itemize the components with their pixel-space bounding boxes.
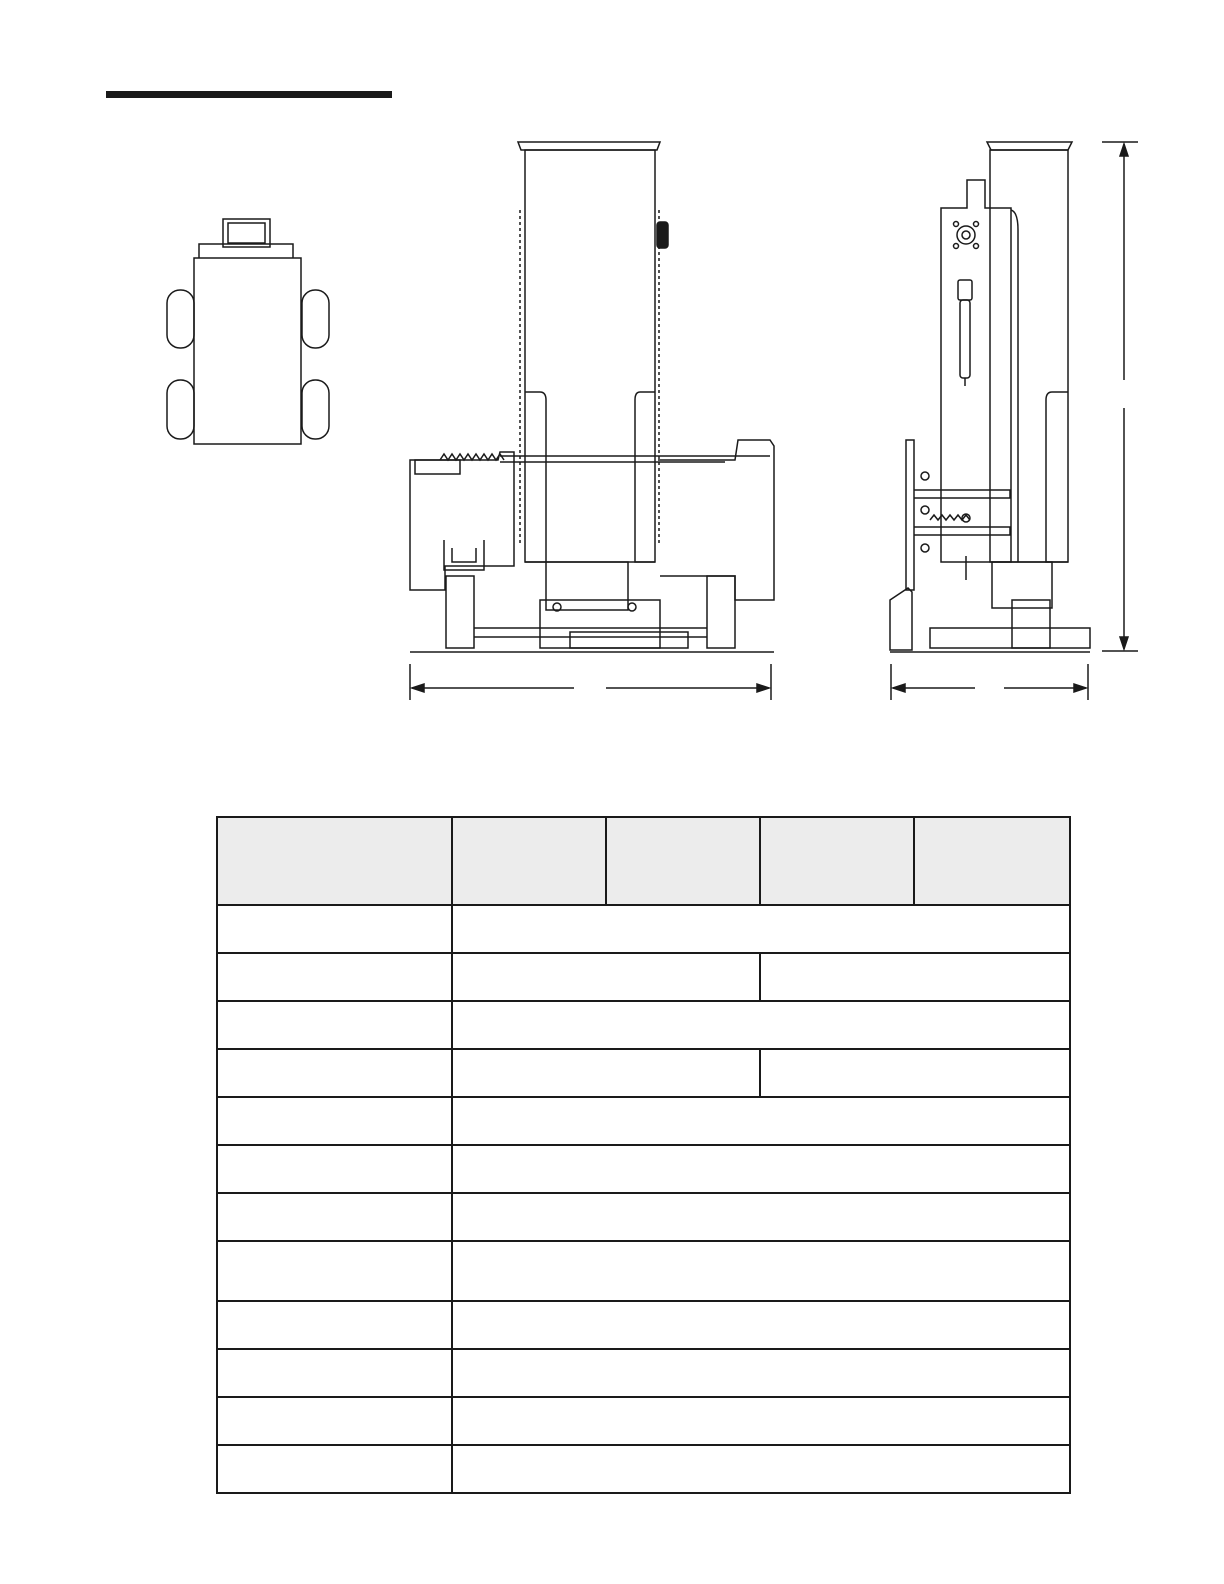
side-view-bolt-2 [974,222,979,227]
top-view-wheel-rear-left [167,380,194,439]
side-view-drive-unit [930,628,1090,648]
spec-row-label [217,905,452,953]
side-view-bolt-4 [974,244,979,249]
side-view-dim-arrow-left [893,684,905,692]
front-view-sleeve-right [635,392,655,562]
side-view-pin-1 [921,472,929,480]
front-view-dim-arrow-left [412,684,424,692]
top-view-head-plate [199,244,293,258]
side-view-front-bracket [906,440,914,590]
side-view-gas-spring-body [960,300,970,378]
spec-row-value [452,905,1070,953]
spec-row-value [452,1001,1070,1049]
top-view-wheel-front-right [302,290,329,348]
spec-row-label [217,1145,452,1193]
spec-row-label [217,1349,452,1397]
spec-row-value [452,1193,1070,1241]
spec-row-value [452,1049,760,1097]
spec-row-value [760,1049,1070,1097]
spec-row-label [217,1001,452,1049]
side-view-step-plate [890,588,912,650]
height-dim-arrow-top [1120,144,1128,156]
front-view-sleeve-left [525,392,546,562]
spec-table [216,816,1071,1494]
front-view-base-slot [415,460,460,474]
side-view-fork-upper [914,490,1010,498]
front-view-top-cap [518,142,660,150]
spec-header-model-cell [606,817,760,905]
top-view-body [194,258,301,444]
spec-table-row [217,1349,1070,1397]
front-view-foot-right [707,576,735,648]
spec-row-value [452,1301,1070,1349]
top-view-drawing [167,219,329,444]
side-view-mounting-plate [941,180,1011,562]
spec-row-label [217,1241,452,1301]
spec-row-label [217,1193,452,1241]
top-view-wheel-front-left [167,290,194,348]
side-view-pin-3 [921,544,929,552]
front-view-dim-arrow-right [757,684,769,692]
side-view-pulley [957,226,975,244]
spec-row-value [452,953,760,1001]
spec-table-row [217,953,1070,1001]
front-view-drive-motor [570,632,688,648]
side-view-dim-arrow-right [1074,684,1086,692]
side-view-pulley-hub [962,231,970,239]
side-view-drawing [890,142,1138,700]
spec-table-row [217,1301,1070,1349]
spec-row-label [217,1397,452,1445]
side-view-bolt-1 [954,222,959,227]
spec-row-label [217,1049,452,1097]
front-view-foot-left [446,576,474,648]
spec-table-row [217,1241,1070,1301]
spec-row-label [217,1301,452,1349]
spec-header-model-cell [452,817,606,905]
spec-table-row [217,1097,1070,1145]
spec-table-row [217,1001,1070,1049]
side-view-fork-lower [914,527,1010,535]
front-view-drawing [410,142,774,700]
spec-table-body [217,905,1070,1493]
spec-table-header [217,817,1070,905]
side-view-top-cap [987,142,1072,150]
spec-table-row [217,1145,1070,1193]
side-view-mast [990,150,1068,562]
side-view-pin-2 [921,506,929,514]
height-dim-arrow-bottom [1120,637,1128,649]
spec-row-label [217,1445,452,1493]
spec-row-value [452,1241,1070,1301]
front-view-bolt-right [628,603,636,611]
side-view-bolt-3 [954,244,959,249]
spec-header-label-cell [217,817,452,905]
spec-table-row [217,905,1070,953]
spec-row-value [452,1397,1070,1445]
spec-table-row [217,1445,1070,1493]
top-view-handle-inner [228,223,265,243]
side-view-wheel-block [1012,600,1050,648]
side-view-inner-column [992,562,1052,608]
spec-row-label [217,1097,452,1145]
front-view-drive-housing [540,600,660,648]
side-view-rack [930,515,970,520]
spec-row-value [452,1445,1070,1493]
side-view-gas-spring-head [958,280,972,300]
spec-table-header-row [217,817,1070,905]
spec-row-value [452,1097,1070,1145]
top-view-wheel-rear-right [302,380,329,439]
spec-header-model-cell [760,817,914,905]
spec-row-value [452,1145,1070,1193]
spec-header-model-cell [914,817,1070,905]
spec-row-value [452,1349,1070,1397]
spec-row-label [217,953,452,1001]
spec-row-value [760,953,1070,1001]
spec-table-row [217,1049,1070,1097]
front-view-knob [657,222,668,248]
side-view-sleeve-rear [1046,392,1068,562]
spec-table-row [217,1397,1070,1445]
front-view-serrated-edge [440,454,504,460]
spec-table-row [217,1193,1070,1241]
side-view-sleeve-front [1011,210,1018,562]
